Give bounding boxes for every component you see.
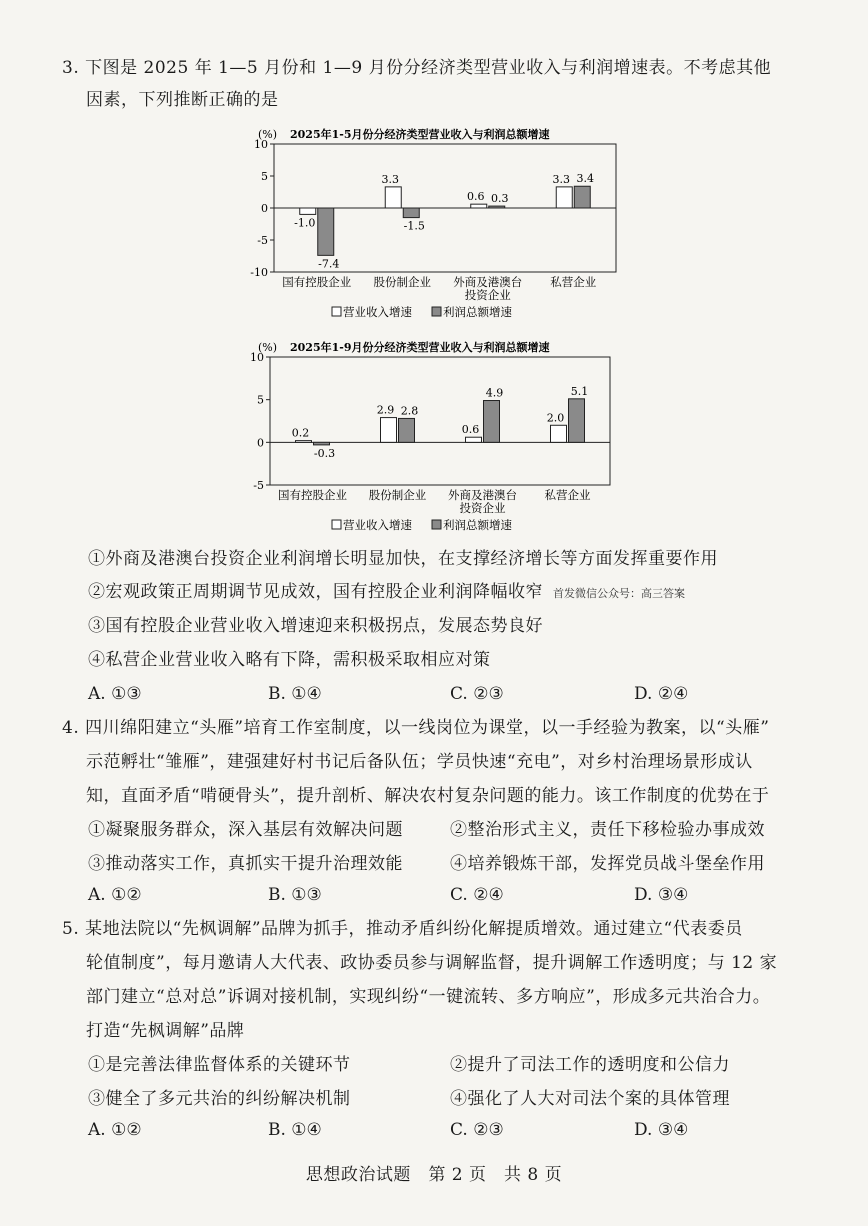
legend-swatch-revenue <box>332 307 341 316</box>
q3-option-d[interactable]: D. ②④ <box>634 684 689 704</box>
q4-option-d[interactable]: D. ③④ <box>634 885 689 905</box>
bar-revenue <box>551 425 567 442</box>
legend-label-profit: 利润总额增速 <box>443 305 512 319</box>
q3-item-1: ①外商及港澳台投资企业利润增长明显加快，在支撑经济增长等方面发挥重要作用 <box>88 549 718 569</box>
q4-number: 4. <box>62 718 80 738</box>
q4-option-b[interactable]: B. ①③ <box>268 885 322 905</box>
data-label: 2.8 <box>400 404 419 418</box>
data-label: -1.0 <box>294 216 316 230</box>
y-tick-label: -5 <box>253 479 264 492</box>
page-footer: 思想政治试题 第 2 页 共 8 页 <box>305 1165 563 1185</box>
q5-option-c[interactable]: C. ②③ <box>450 1120 504 1140</box>
y-tick-label: 5 <box>257 393 264 407</box>
legend-label-profit: 利润总额增速 <box>443 518 512 532</box>
legend-swatch-profit <box>432 307 441 316</box>
q5-number: 5. <box>62 919 80 939</box>
y-tick-label: -10 <box>250 266 268 279</box>
bar-profit <box>484 401 500 443</box>
q4-option-a[interactable]: A. ①② <box>88 885 142 905</box>
category-label: 投资企业 <box>464 288 511 302</box>
category-label: 股份制企业 <box>373 275 431 289</box>
q3-item-2-row <box>88 579 685 607</box>
category-label: 外商及港澳台 <box>453 275 523 289</box>
q5-option-d[interactable]: D. ③④ <box>634 1120 689 1140</box>
q4-stem <box>62 715 769 741</box>
bar-revenue <box>296 441 312 443</box>
data-label: 5.1 <box>570 384 589 398</box>
q3-option-a[interactable]: A. ①③ <box>88 684 142 704</box>
q5-item-1: ①是完善法律监督体系的关键环节 <box>88 1055 351 1075</box>
q4-item-4: ④培养锻炼干部，发挥党员战斗堡垒作用 <box>450 854 765 874</box>
data-label: 0.6 <box>467 190 485 204</box>
q5-stem-line1: 某地法院以“先枫调解”品牌为抓手，推动矛盾纠纷化解提质增效。通过建立“代表委员 <box>85 919 743 939</box>
q5-stem-line4: 打造“先枫调解”品牌 <box>86 1021 245 1041</box>
bar-profit <box>574 186 590 208</box>
data-label: 0.3 <box>491 192 509 206</box>
category-label: 国有控股企业 <box>282 275 352 289</box>
data-label: 4.9 <box>485 386 504 400</box>
bar-profit <box>403 208 419 218</box>
q3-number: 3. <box>62 58 80 78</box>
bar-profit <box>489 206 505 208</box>
q4-item-2: ②整治形式主义，责任下移检验办事成效 <box>450 820 765 840</box>
data-label: 2.0 <box>546 411 565 425</box>
bar-profit <box>314 442 330 445</box>
chart-ylabel: (%) <box>258 341 278 354</box>
bar-revenue <box>385 187 401 208</box>
q5-item-4: ④强化了人大对司法个案的具体管理 <box>450 1089 730 1109</box>
chart-title: 2025年1-9月份分经济类型营业收入与利润总额增速 <box>290 341 550 354</box>
y-tick-label: 5 <box>261 170 268 183</box>
q3-option-b[interactable]: B. ①④ <box>268 684 322 704</box>
q5-stem-line3: 部门建立“总对总”诉调对接机制，实现纠纷“一键流转、多方响应”，形成多元共治合力。 <box>86 987 771 1007</box>
data-label: -1.5 <box>403 219 425 233</box>
bar-revenue <box>471 204 487 208</box>
legend-label-revenue: 营业收入增速 <box>343 305 412 319</box>
bar-profit <box>399 418 415 442</box>
chart-title: 2025年1-5月份分经济类型营业收入与利润总额增速 <box>290 128 550 141</box>
y-tick-label: 0 <box>257 436 264 450</box>
data-label: -0.3 <box>313 446 336 460</box>
chart-jan-sep <box>240 332 640 540</box>
legend-label-revenue: 营业收入增速 <box>343 518 412 532</box>
category-label: 外商及港澳台 <box>448 488 517 502</box>
y-tick-label: 10 <box>250 351 264 364</box>
data-label: 3.3 <box>552 172 570 186</box>
q5-item-3: ③健全了多元共治的纠纷解决机制 <box>88 1089 351 1109</box>
data-label: 2.9 <box>376 403 395 417</box>
q3-item-3: ③国有控股企业营业收入增速迎来积极拐点，发展态势良好 <box>88 616 543 636</box>
data-label: -7.4 <box>318 257 340 271</box>
bar-revenue <box>381 418 397 443</box>
q3-stem-line1: 下图是 2025 年 1—5 月份和 1—9 月份分经济类型营业收入与利润增速表。不考虑其他 <box>85 58 772 78</box>
q3-item-4: ④私营企业营业收入略有下降，需积极采取相应对策 <box>88 650 491 670</box>
q5-stem <box>62 916 743 942</box>
category-label: 国有控股企业 <box>278 488 347 502</box>
q5-item-2: ②提升了司法工作的透明度和公信力 <box>450 1055 730 1075</box>
category-label: 私营企业 <box>544 488 591 502</box>
category-label: 股份制企业 <box>368 488 427 502</box>
chart-jan-may-svg <box>240 118 640 333</box>
watermark-note: 首发微信公众号：高三答案 <box>553 587 685 600</box>
q4-stem-line3: 知，直面矛盾“啃硬骨头”，提升剖析、解决农村复杂问题的能力。该工作制度的优势在于 <box>86 786 770 806</box>
category-label: 投资企业 <box>459 501 506 515</box>
legend-swatch-revenue <box>332 520 341 529</box>
chart-jan-sep-svg <box>240 332 640 540</box>
bar-revenue <box>300 208 316 214</box>
q3-option-c[interactable]: C. ②③ <box>450 684 504 704</box>
q3-item-2: ②宏观政策正周期调节见成效，国有控股企业利润降幅收窄 <box>88 582 543 602</box>
q5-option-b[interactable]: B. ①④ <box>268 1120 322 1140</box>
q4-stem-line2: 示范孵壮“雏雁”，建强建好村书记后备队伍；学员快速“充电”，对乡村治理场景形成认 <box>86 752 753 772</box>
y-tick-label: 0 <box>261 202 268 215</box>
q4-stem-line1: 四川绵阳建立“头雁”培育工作室制度，以一线岗位为课堂，以一手经验为教案，以“头雁” <box>85 718 770 738</box>
q3-stem <box>62 55 771 81</box>
q5-stem-line2: 轮值制度”，每月邀请人大代表、政协委员参与调解监督，提升调解工作透明度；与 12 家 <box>86 953 778 973</box>
q5-option-a[interactable]: A. ①② <box>88 1120 142 1140</box>
data-label: 0.6 <box>461 423 480 437</box>
data-label: 3.3 <box>381 172 399 186</box>
legend-swatch-profit <box>432 520 441 529</box>
bar-revenue <box>556 187 572 208</box>
category-label: 私营企业 <box>550 275 597 289</box>
bar-profit <box>318 208 334 255</box>
q4-option-c[interactable]: C. ②④ <box>450 885 504 905</box>
data-label: 0.2 <box>291 426 310 440</box>
q3-stem-line2: 因素，下列推断正确的是 <box>86 90 279 110</box>
y-tick-label: 10 <box>254 138 268 151</box>
chart-ylabel: (%) <box>258 128 278 141</box>
chart-jan-may <box>240 118 640 333</box>
bar-revenue <box>466 437 482 442</box>
q4-item-1: ①凝聚服务群众，深入基层有效解决问题 <box>88 820 403 840</box>
data-label: 3.4 <box>576 172 594 186</box>
q4-item-3: ③推动落实工作，真抓实干提升治理效能 <box>88 854 403 874</box>
bar-profit <box>569 399 585 443</box>
y-tick-label: -5 <box>257 234 268 247</box>
